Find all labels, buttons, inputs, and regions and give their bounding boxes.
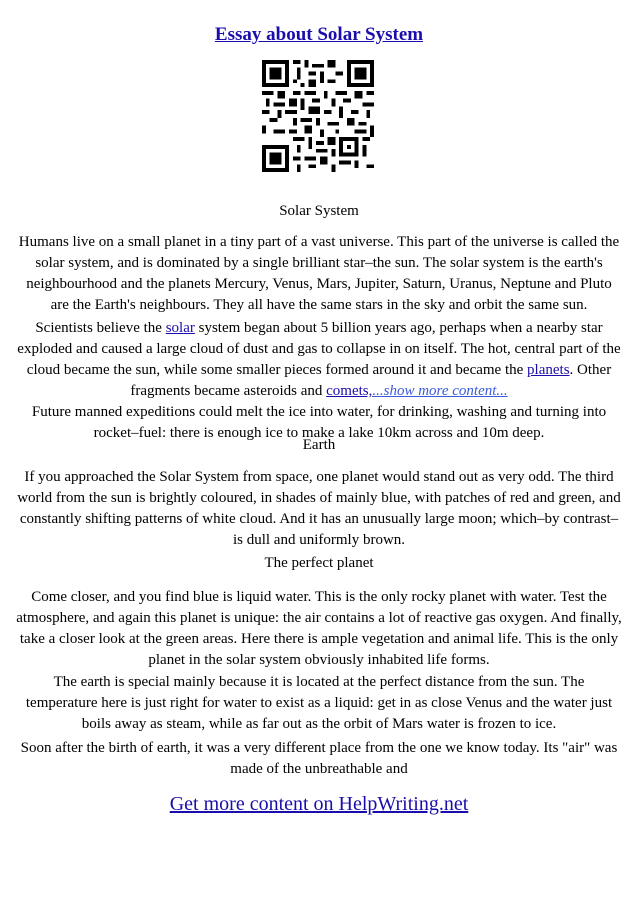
paragraph-text: Scientists believe the [35,320,166,336]
essay-title[interactable]: Essay about Solar System [214,24,424,45]
paragraph-birth: Soon after the birth of earth, it was a very different place from the one we know today. Its "air" was made of the unbreathable and [20,740,618,777]
paragraph-distance: The earth is special mainly because it is located at the perfect distance from the sun. The temperature here is just right for water to exist as a liquid: get in as close Venus and the water just boils away as steam, while as far out as the orbit of Mars water is frozen to ice. [25,674,613,732]
footer-link[interactable]: Get more content on HelpWriting.net [169,793,469,815]
link-solar[interactable]: solar [165,320,195,336]
paragraph-text: system began about 5 billion years ago, perhaps when a nearby star exploded and caused a large cloud of dust and gas to collapse in on itself. The hot, central part of the cloud became the sun, while some smaller pieces formed around it and became the [17,320,621,378]
paragraph-earth: If you approached the Solar System from space, one planet would stand out as very odd. The third world from the sun is brightly coloured, in shades of mainly blue, with patches of red and green, and constantly shifting patterns of white cloud. And it has an unusually large moon; which–by contrast– is dull and uniformly brown. [17,469,621,548]
paragraph-perfect-planet: Come closer, and you find blue is liquid water. This is the only rocky planet with water. Test the atmosphere, and again this planet is unique: the air contains a lot of reactive gas oxygen. And finally, take a closer look at the green areas. Here there is ample vegetation and animal life. This is the only planet in the solar system obviously inhabited life forms. [16,589,622,668]
section-title: Solar System [279,203,359,219]
paragraph-text: . Other fragments became asteroids and [130,362,612,399]
paragraph-formation [16,318,622,444]
show-more-link[interactable]: ...show more content... [372,383,508,399]
earth-heading: Earth [302,437,336,453]
paragraph-text: Future manned expeditions could melt the ice into water, for drinking, washing and turning into rocket–fuel: there is enough ice to make a lake 10km across and 10m deep. [31,404,607,441]
paragraph-intro: Humans live on a small planet in a tiny part of a vast universe. This part of the universe is called the solar system, and is dominated by a single brilliant star–the sun. The solar system is the earth's neighbourhood and the planets Mercury, Venus, Mars, Jupiter, Saturn, Uranus, Neptune and Pluto are the Earth's neighbours. They all have the same stars in the sky and orbit the same sun. [18,234,620,313]
link-planets[interactable]: planets [527,362,570,378]
perfect-planet-heading: The perfect planet [264,555,374,571]
link-comets[interactable]: comets, [326,383,373,399]
qr-code [262,60,374,172]
